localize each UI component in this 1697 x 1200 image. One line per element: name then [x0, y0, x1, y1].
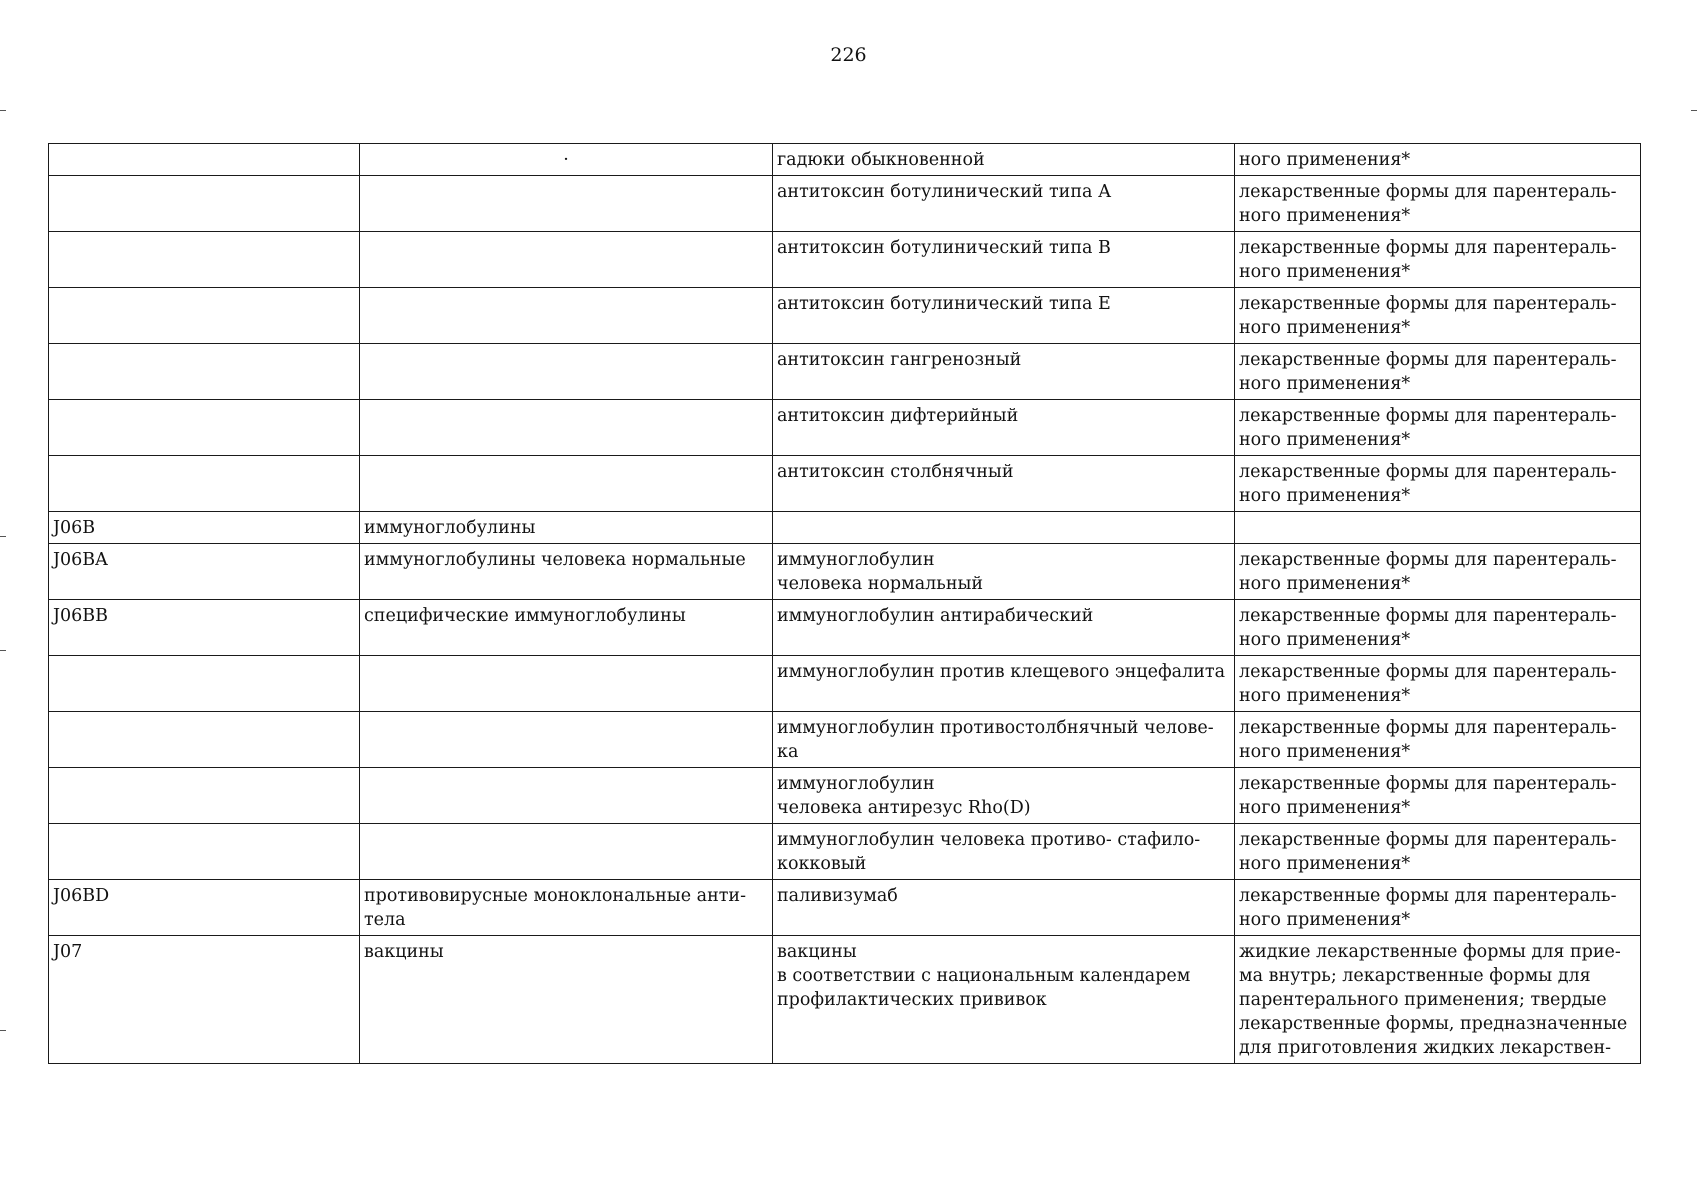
group-name-cell: вакцины — [360, 936, 773, 1064]
drug-list-table — [48, 143, 1641, 1064]
atc-code-cell — [49, 344, 360, 400]
dosage-form-cell: лекарственные формы для парентераль- ного применения* — [1235, 176, 1641, 232]
margin-mark — [0, 1030, 6, 1031]
table-row — [49, 176, 1641, 232]
atc-code-cell — [49, 176, 360, 232]
table-row — [49, 768, 1641, 824]
table-row — [49, 144, 1641, 176]
margin-mark — [0, 650, 6, 651]
dosage-form-cell: лекарственные формы для парентераль- ного применения* — [1235, 232, 1641, 288]
table-row — [49, 656, 1641, 712]
group-name-cell: иммуноглобулины — [360, 512, 773, 544]
group-name-cell — [360, 176, 773, 232]
margin-mark — [0, 110, 6, 111]
drug-name-cell: антитоксин ботулинический типа Е — [773, 288, 1235, 344]
group-name-cell: противовирусные моноклональные анти- тела — [360, 880, 773, 936]
drug-name-cell: антитоксин дифтерийный — [773, 400, 1235, 456]
dosage-form-cell: лекарственные формы для парентераль- ного применения* — [1235, 400, 1641, 456]
atc-code-cell: J06BA — [49, 544, 360, 600]
drug-name-cell — [773, 512, 1235, 544]
atc-code-cell: J06BD — [49, 880, 360, 936]
table-row — [49, 400, 1641, 456]
table-row — [49, 600, 1641, 656]
atc-code-cell — [49, 288, 360, 344]
dosage-form-cell: лекарственные формы для парентераль- ного применения* — [1235, 544, 1641, 600]
dosage-form-cell: лекарственные формы для парентераль- ного применения* — [1235, 600, 1641, 656]
group-name-cell — [360, 712, 773, 768]
atc-code-cell — [49, 768, 360, 824]
page-number: 226 — [830, 44, 867, 66]
drug-list-table-container — [48, 143, 1640, 1064]
dosage-form-cell — [1235, 512, 1641, 544]
table-row — [49, 512, 1641, 544]
group-name-cell — [360, 288, 773, 344]
atc-code-cell — [49, 656, 360, 712]
group-name-cell — [360, 768, 773, 824]
drug-name-cell: вакцины в соответствии с национальным календарем профилактических прививок — [773, 936, 1235, 1064]
table-row — [49, 232, 1641, 288]
drug-name-cell: антитоксин гангренозный — [773, 344, 1235, 400]
dosage-form-cell: ного применения* — [1235, 144, 1641, 176]
atc-code-cell — [49, 144, 360, 176]
dosage-form-cell: лекарственные формы для парентераль- ного применения* — [1235, 768, 1641, 824]
group-name-cell: специфические иммуноглобулины — [360, 600, 773, 656]
dosage-form-cell: лекарственные формы для парентераль- ного применения* — [1235, 288, 1641, 344]
table-row — [49, 712, 1641, 768]
dosage-form-cell: лекарственные формы для парентераль- ного применения* — [1235, 344, 1641, 400]
atc-code-cell — [49, 400, 360, 456]
group-name-cell: · — [360, 144, 773, 176]
drug-name-cell: иммуноглобулин человека противо- стафило- кокковый — [773, 824, 1235, 880]
drug-name-cell: антитоксин столбнячный — [773, 456, 1235, 512]
atc-code-cell — [49, 456, 360, 512]
group-name-cell: иммуноглобулины человека нормальные — [360, 544, 773, 600]
table-row — [49, 936, 1641, 1064]
drug-name-cell: иммуноглобулин антирабический — [773, 600, 1235, 656]
drug-name-cell: иммуноглобулин против клещевого энцефалита — [773, 656, 1235, 712]
group-name-cell — [360, 824, 773, 880]
atc-code-cell — [49, 712, 360, 768]
table-body — [49, 144, 1641, 1064]
dosage-form-cell: лекарственные формы для парентераль- ного применения* — [1235, 824, 1641, 880]
drug-name-cell: паливизумаб — [773, 880, 1235, 936]
drug-name-cell: антитоксин ботулинический типа А — [773, 176, 1235, 232]
atc-code-cell: J06B — [49, 512, 360, 544]
dosage-form-cell: лекарственные формы для парентераль- ного применения* — [1235, 656, 1641, 712]
dosage-form-cell: лекарственные формы для парентераль- ного применения* — [1235, 456, 1641, 512]
drug-name-cell: иммуноглобулин человека нормальный — [773, 544, 1235, 600]
group-name-cell — [360, 656, 773, 712]
table-row — [49, 824, 1641, 880]
drug-name-cell: иммуноглобулин противостолбнячный челове- ка — [773, 712, 1235, 768]
table-row — [49, 288, 1641, 344]
atc-code-cell — [49, 824, 360, 880]
atc-code-cell — [49, 232, 360, 288]
table-row — [49, 544, 1641, 600]
dosage-form-cell: жидкие лекарственные формы для прие- ма внутрь; лекарственные формы для парентерального применения; твердые лекарственные формы, предназначенные для приготовления жидких лекарствен- — [1235, 936, 1641, 1064]
dosage-form-cell: лекарственные формы для парентераль- ного применения* — [1235, 712, 1641, 768]
atc-code-cell: J06BB — [49, 600, 360, 656]
drug-name-cell: антитоксин ботулинический типа В — [773, 232, 1235, 288]
table-row — [49, 880, 1641, 936]
table-row — [49, 344, 1641, 400]
group-name-cell — [360, 344, 773, 400]
margin-mark — [0, 536, 6, 537]
atc-code-cell: J07 — [49, 936, 360, 1064]
group-name-cell — [360, 456, 773, 512]
table-row — [49, 456, 1641, 512]
margin-mark — [1691, 110, 1697, 111]
drug-name-cell: иммуноглобулин человека антирезус Rho(D) — [773, 768, 1235, 824]
drug-name-cell: гадюки обыкновенной — [773, 144, 1235, 176]
group-name-cell — [360, 232, 773, 288]
group-name-cell — [360, 400, 773, 456]
dosage-form-cell: лекарственные формы для парентераль- ного применения* — [1235, 880, 1641, 936]
